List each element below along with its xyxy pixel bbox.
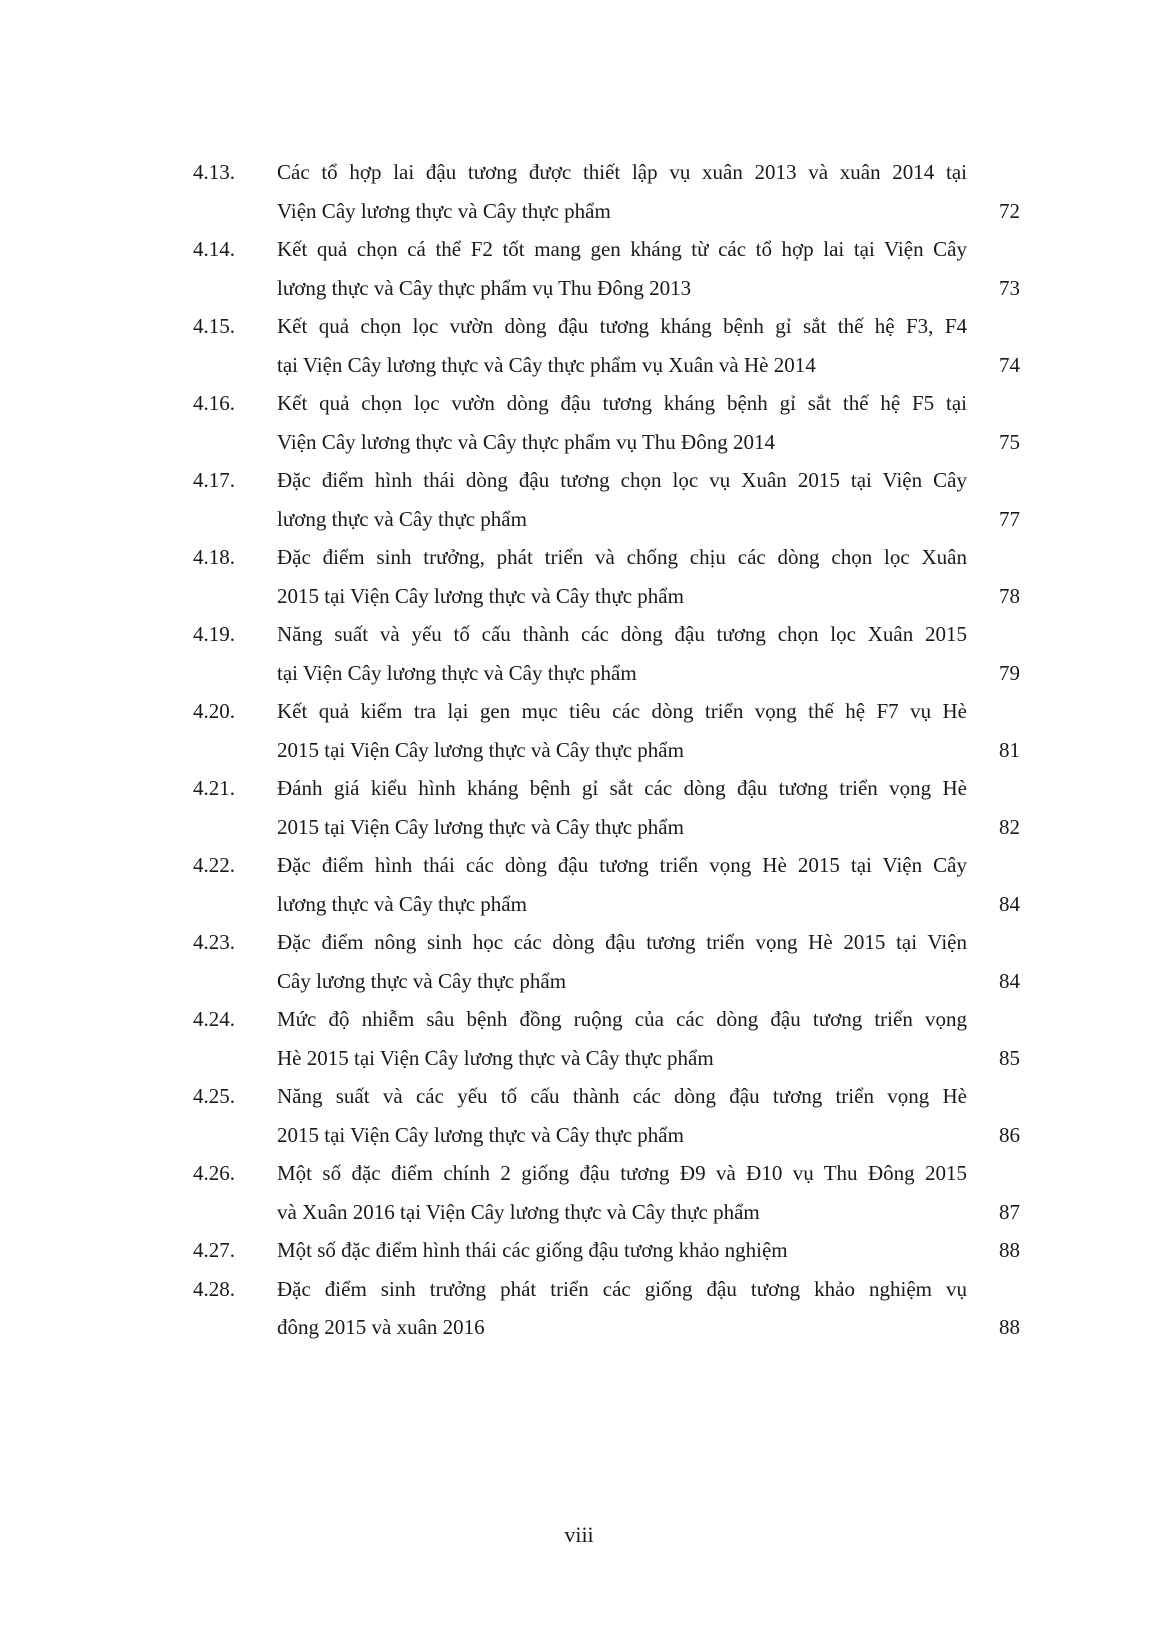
toc-entry-number: 4.25.: [193, 1084, 235, 1108]
toc-entry-title-line: Hè 2015 tại Viện Cây lương thực và Cây thực phẩm: [277, 1045, 714, 1070]
toc-entry-number: 4.26.: [193, 1161, 235, 1185]
toc-entry-page: 84: [999, 968, 1020, 993]
toc-entry-number: 4.22.: [193, 853, 235, 877]
toc-entry-number: 4.20.: [193, 699, 235, 723]
toc-entry-title-line: Cây lương thực và Cây thực phẩm: [277, 968, 567, 993]
toc-entry-title-line: Mức độ nhiễm sâu bệnh đồng ruộng của các dòng đậu tương triển vọng: [277, 1007, 967, 1031]
toc-entry: [0, 1238, 1158, 1277]
toc-entry-page: 87: [999, 1199, 1020, 1224]
toc-entry-page: 88: [999, 1315, 1020, 1339]
toc-entry-title-line: Đặc điểm sinh trưởng phát triển các giống đậu tương khảo nghiệm vụ: [277, 1276, 967, 1301]
toc-entry: [0, 853, 1158, 930]
toc-entry-page: 72: [999, 198, 1020, 223]
toc-entry-page: 73: [999, 275, 1020, 300]
toc-entry-title-line: Một số đặc điểm hình thái các giống đậu tương khảo nghiệm: [277, 1238, 788, 1262]
toc-entry-title-line: 2015 tại Viện Cây lương thực và Cây thực phẩm: [277, 583, 684, 608]
toc-entry-page: 75: [999, 429, 1020, 454]
toc-entry: [0, 1161, 1158, 1238]
toc-entry-title-line: Đặc điểm sinh trưởng, phát triển và chống chịu các dòng chọn lọc Xuân: [277, 545, 967, 569]
toc-entry-title-line: đông 2015 và xuân 2016: [277, 1315, 485, 1339]
toc-entry-page: 84: [999, 891, 1020, 916]
toc-entry-page: 85: [999, 1045, 1020, 1070]
toc-entry-title-line: 2015 tại Viện Cây lương thực và Cây thực phẩm: [277, 1122, 684, 1147]
toc-entry-number: 4.14.: [193, 237, 235, 261]
toc-entry: [0, 160, 1158, 237]
toc-entry-number: 4.18.: [193, 545, 235, 569]
toc-entry-page: 81: [999, 737, 1020, 762]
toc-entry-title-line: lương thực và Cây thực phẩm: [277, 891, 527, 916]
toc-entry-title-line: tại Viện Cây lương thực và Cây thực phẩm vụ Xuân và Hè 2014: [277, 352, 816, 377]
toc-entry-title-line: Kết quả chọn cá thể F2 tốt mang gen kháng từ các tổ hợp lai tại Viện Cây: [277, 237, 967, 261]
toc-entry-title-line: Kết quả kiểm tra lại gen mục tiêu các dòng triển vọng thế hệ F7 vụ Hè: [277, 699, 967, 723]
toc-entry: [0, 776, 1158, 853]
toc-entry-title-line: 2015 tại Viện Cây lương thực và Cây thực phẩm: [277, 814, 684, 839]
toc-entry-title-line: Năng suất và yếu tố cấu thành các dòng đậu tương chọn lọc Xuân 2015: [277, 622, 967, 646]
toc-entry-title-line: 2015 tại Viện Cây lương thực và Cây thực phẩm: [277, 737, 684, 762]
toc-entry-number: 4.28.: [193, 1276, 235, 1301]
toc-entry-page: 74: [999, 352, 1020, 377]
toc-entry-page: 77: [999, 506, 1020, 531]
toc-entry-page: 79: [999, 660, 1020, 685]
toc-entry-number: 4.21.: [193, 776, 235, 800]
toc-entry-title-line: và Xuân 2016 tại Viện Cây lương thực và Cây thực phẩm: [277, 1199, 760, 1224]
toc-entry: [0, 237, 1158, 314]
toc-entry-number: 4.19.: [193, 622, 235, 646]
toc-entry-title-line: Kết quả chọn lọc vườn dòng đậu tương kháng bệnh gỉ sắt thế hệ F5 tại: [277, 391, 967, 415]
toc-entry: [0, 1007, 1158, 1084]
toc-entry-title-line: Các tổ hợp lai đậu tương được thiết lập vụ xuân 2013 và xuân 2014 tại: [277, 160, 967, 184]
toc-entry-page: 86: [999, 1122, 1020, 1147]
toc-entry-title-line: Đánh giá kiểu hình kháng bệnh gỉ sắt các dòng đậu tương triển vọng Hè: [277, 776, 967, 800]
toc-entry-title-line: Đặc điểm hình thái các dòng đậu tương triển vọng Hè 2015 tại Viện Cây: [277, 853, 967, 877]
page-number: viii: [564, 1522, 594, 1547]
toc-entry-title-line: Viện Cây lương thực và Cây thực phẩm: [277, 198, 611, 223]
toc-entry-page: 88: [999, 1238, 1020, 1262]
toc-entry-title-line: Kết quả chọn lọc vườn dòng đậu tương kháng bệnh gỉ sắt thế hệ F3, F4: [277, 314, 967, 338]
toc-entry-title-line: Năng suất và các yếu tố cấu thành các dòng đậu tương triển vọng Hè: [277, 1084, 967, 1108]
toc-entry-title-line: lương thực và Cây thực phẩm vụ Thu Đông 2013: [277, 275, 692, 300]
toc-entry-title-line: Viện Cây lương thực và Cây thực phẩm vụ Thu Đông 2014: [277, 429, 775, 454]
toc-entry: [0, 1277, 1158, 1354]
toc-entry-number: 4.15.: [193, 314, 235, 338]
toc-entry: [0, 699, 1158, 776]
toc-entry: [0, 391, 1158, 468]
toc-entry-number: 4.17.: [193, 468, 235, 492]
toc-entry-number: 4.23.: [193, 930, 235, 954]
toc-entry-number: 4.16.: [193, 391, 235, 415]
toc-entry: [0, 314, 1158, 391]
toc-entry-number: 4.27.: [193, 1238, 235, 1262]
toc-entry: [0, 930, 1158, 1007]
toc-entry: [0, 1084, 1158, 1161]
toc-entry-title-line: Một số đặc điểm chính 2 giống đậu tương Đ9 và Đ10 vụ Thu Đông 2015: [277, 1161, 967, 1185]
toc-entry: [0, 545, 1158, 622]
toc-entry-number: 4.13.: [193, 160, 235, 184]
toc-entry-page: 82: [999, 814, 1020, 839]
toc-entry-title-line: Đặc điểm hình thái dòng đậu tương chọn lọc vụ Xuân 2015 tại Viện Cây: [277, 468, 967, 492]
toc-entry-page: 78: [999, 583, 1020, 608]
toc-entry-number: 4.24.: [193, 1007, 235, 1031]
toc-entry-title-line: Đặc điểm nông sinh học các dòng đậu tương triển vọng Hè 2015 tại Viện: [277, 930, 967, 954]
toc-entry-title-line: tại Viện Cây lương thực và Cây thực phẩm: [277, 660, 637, 685]
toc-entry-title-line: lương thực và Cây thực phẩm: [277, 506, 527, 531]
toc-entry: [0, 622, 1158, 699]
toc-entry: [0, 468, 1158, 545]
